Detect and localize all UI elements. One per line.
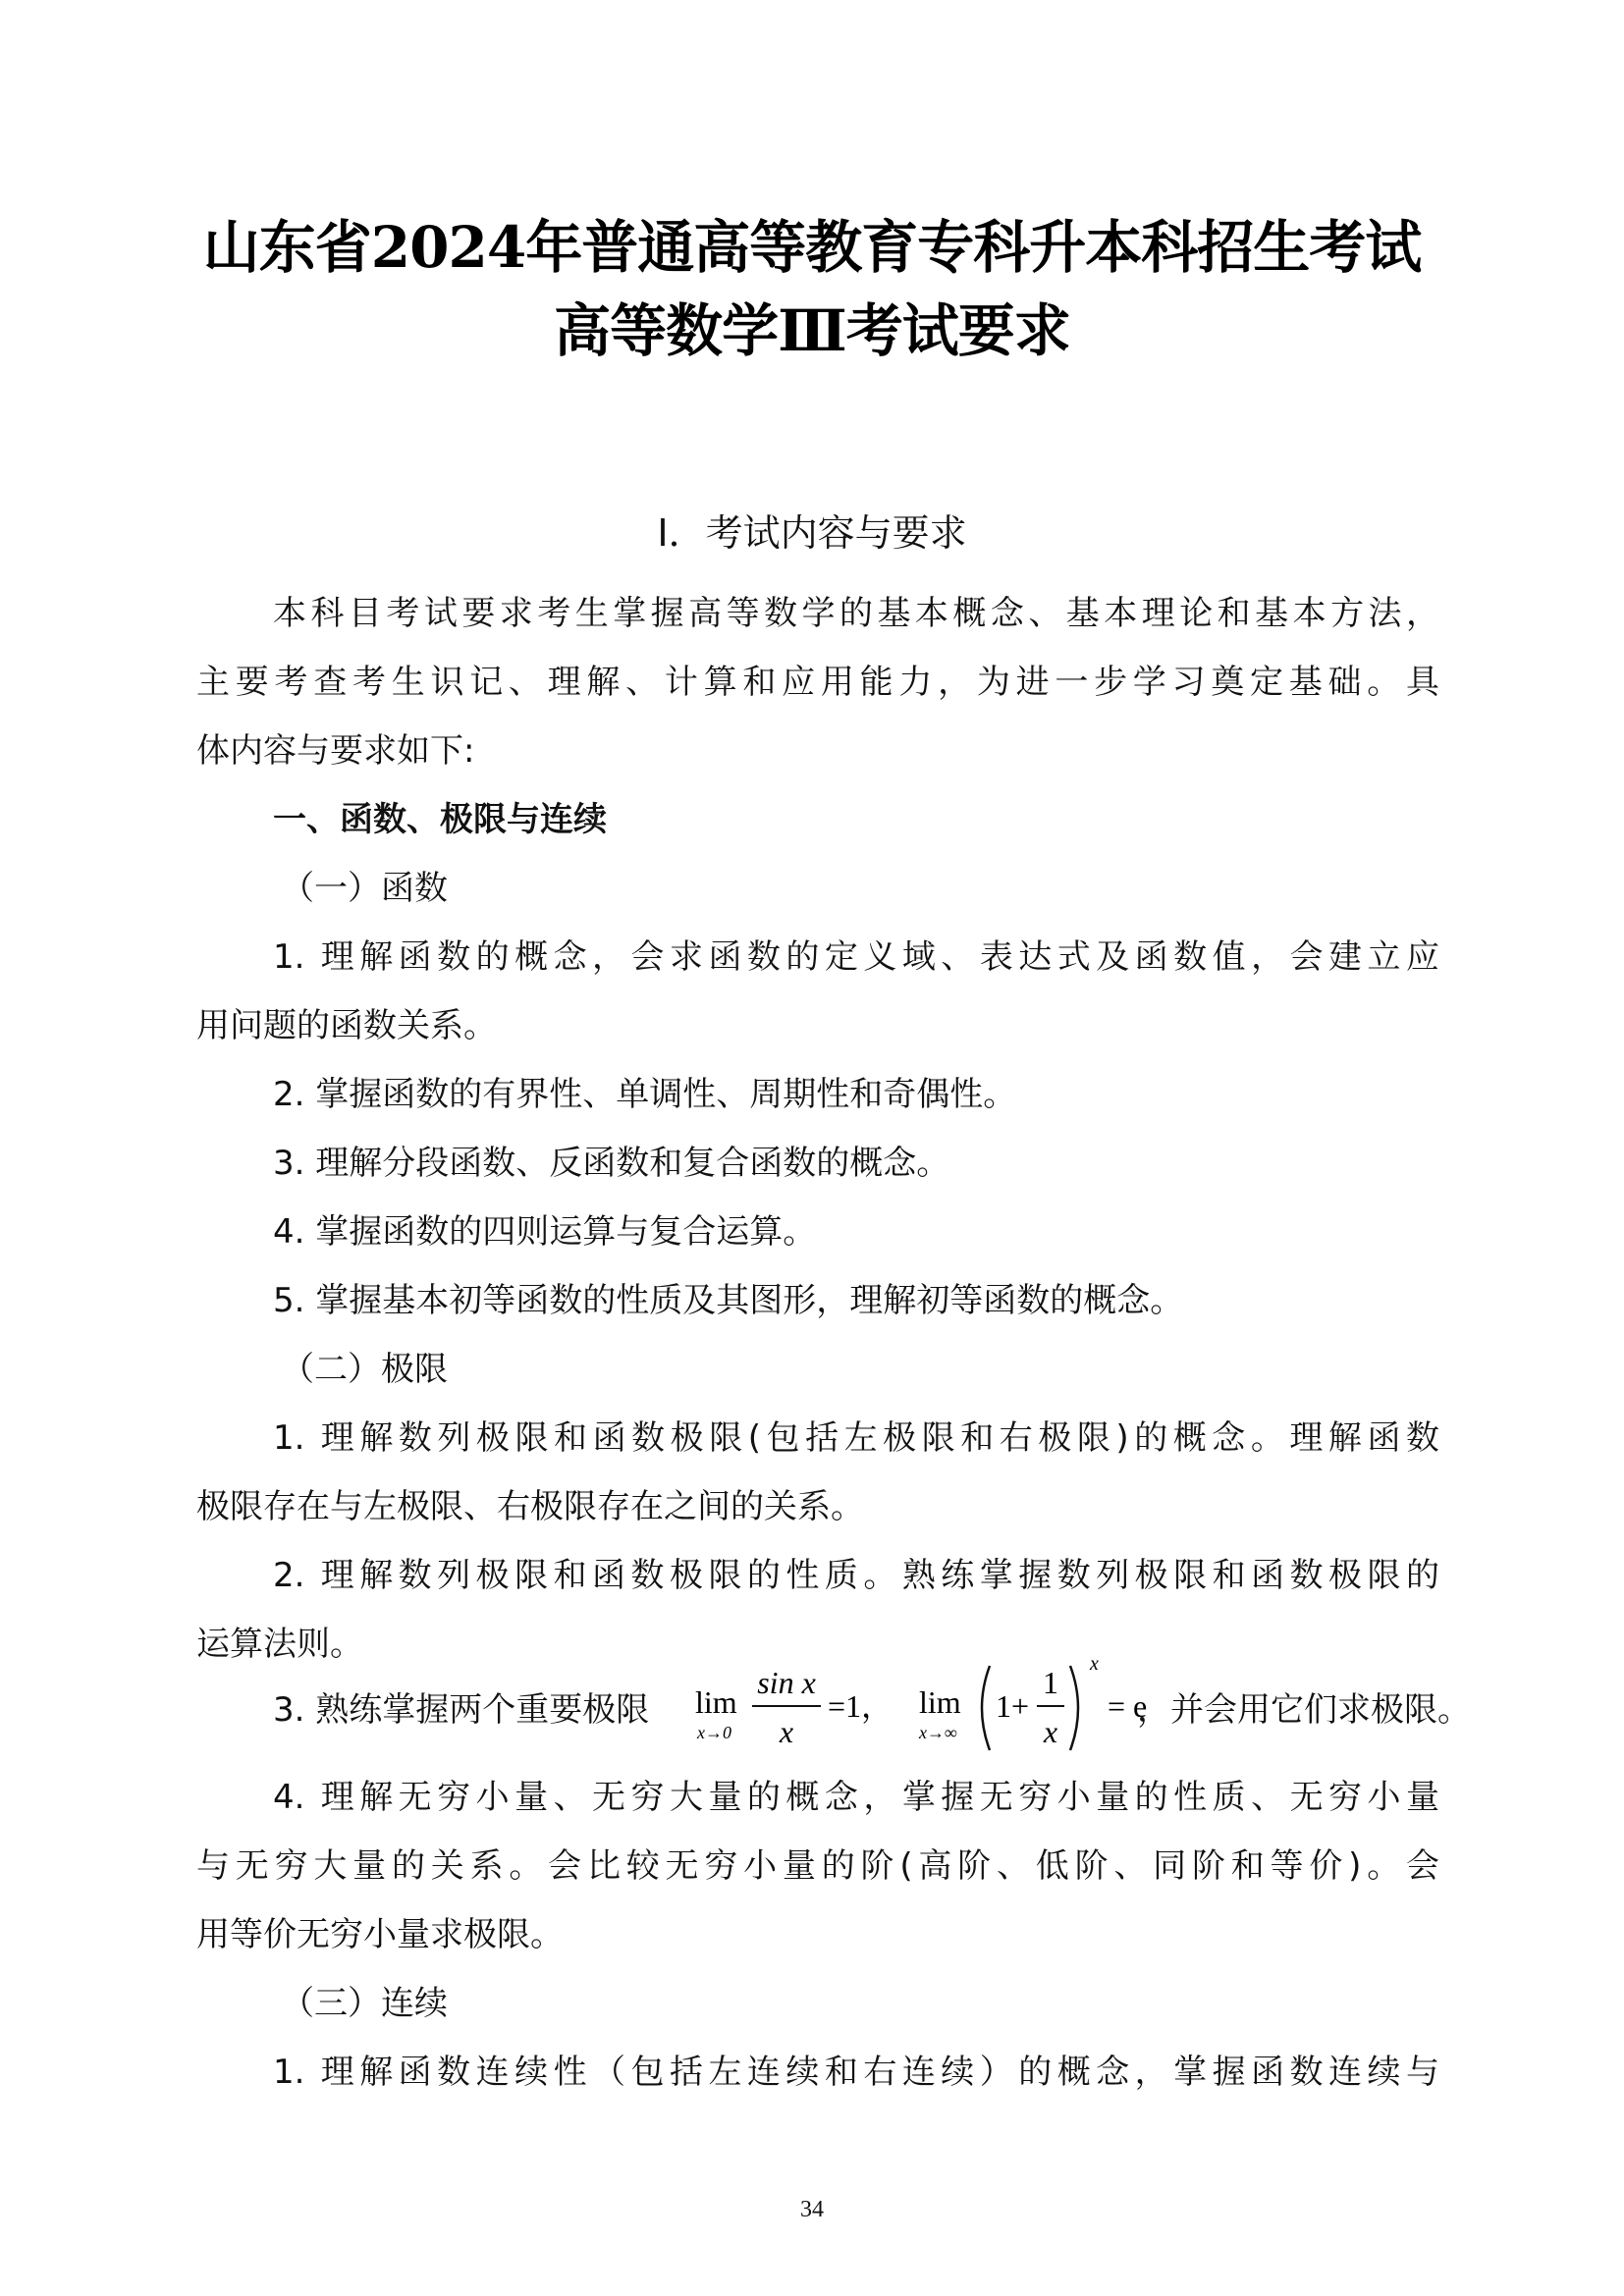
lim-word: lim: [695, 1684, 737, 1720]
document-title-line2: 高等数学Ⅲ考试要求: [554, 297, 1070, 364]
subsection-heading: （一）函数: [281, 869, 448, 908]
intro-line: 本科目考试要求考生掌握高等数学的基本概念、基本理论和基本方法，: [273, 594, 1439, 633]
section-heading: Ⅰ．考试内容与要求: [657, 511, 967, 555]
important-limits-line: [273, 1654, 1471, 1762]
paren-inner: 1+: [996, 1688, 1030, 1724]
lim-subscript: x→∞: [919, 1723, 957, 1742]
fraction-denominator: x: [779, 1714, 794, 1749]
list-item: 4. 理解无穷小量、无穷大量的概念，掌握无穷小量的性质、无穷小量: [273, 1778, 1439, 1817]
list-item: 1. 理解数列极限和函数极限(包括左极限和右极限)的概念。理解函数: [273, 1418, 1439, 1458]
exponent: x: [1090, 1654, 1099, 1675]
list-item: 与无穷大量的关系。会比较无穷小量的阶(高阶、低阶、同阶和等价)。会: [196, 1846, 1439, 1886]
left-paren: [982, 1666, 990, 1750]
lim-subscript: x→0: [697, 1723, 731, 1742]
list-item: 4. 掌握函数的四则运算与复合运算。: [273, 1212, 817, 1252]
list-item: 5. 掌握基本初等函数的性质及其图形，理解初等函数的概念。: [273, 1281, 1184, 1320]
formula-suffix: ，并会用它们求极限。: [1137, 1690, 1471, 1730]
list-item: 1. 理解函数的概念，会求函数的定义域、表达式及函数值，会建立应: [273, 937, 1439, 977]
list-item: 运算法则。: [196, 1625, 363, 1664]
fraction-numerator: 1: [1043, 1665, 1058, 1700]
right-paren: [1070, 1666, 1078, 1750]
subsection-heading: （三）连续: [281, 1984, 448, 2023]
list-item: 2. 理解数列极限和函数极限的性质。熟练掌握数列极限和函数极限的: [273, 1556, 1439, 1595]
chapter-heading: 一、函数、极限与连续: [273, 800, 607, 839]
equals-e: = e: [1108, 1688, 1148, 1724]
lim-word: lim: [919, 1684, 961, 1720]
subsection-heading: （二）极限: [281, 1350, 448, 1389]
list-item: 1. 理解函数连续性（包括左连续和右连续）的概念，掌握函数连续与: [273, 2053, 1439, 2092]
page-number: 34: [800, 2197, 824, 2222]
intro-line: 主要考查考生识记、理解、计算和应用能力，为进一步学习奠定基础。具: [196, 663, 1439, 702]
fraction-numerator: sin x: [757, 1665, 816, 1700]
list-item: 极限存在与左极限、右极限存在之间的关系。: [196, 1487, 864, 1526]
list-item: 3. 理解分段函数、反函数和复合函数的概念。: [273, 1144, 950, 1183]
list-item: 2. 掌握函数的有界性、单调性、周期性和奇偶性。: [273, 1075, 1017, 1114]
list-item: 用等价无穷小量求极限。: [196, 1915, 564, 1954]
document-title-line1: 山东省2024年普通高等教育专科升本科招生考试: [202, 214, 1422, 281]
intro-line: 体内容与要求如下:: [196, 731, 475, 771]
fraction-denominator: x: [1043, 1714, 1058, 1749]
equals-one: =1，: [828, 1688, 893, 1724]
list-item: 用问题的函数关系。: [196, 1006, 497, 1045]
formula-prefix: 3. 熟练掌握两个重要极限: [273, 1690, 650, 1730]
